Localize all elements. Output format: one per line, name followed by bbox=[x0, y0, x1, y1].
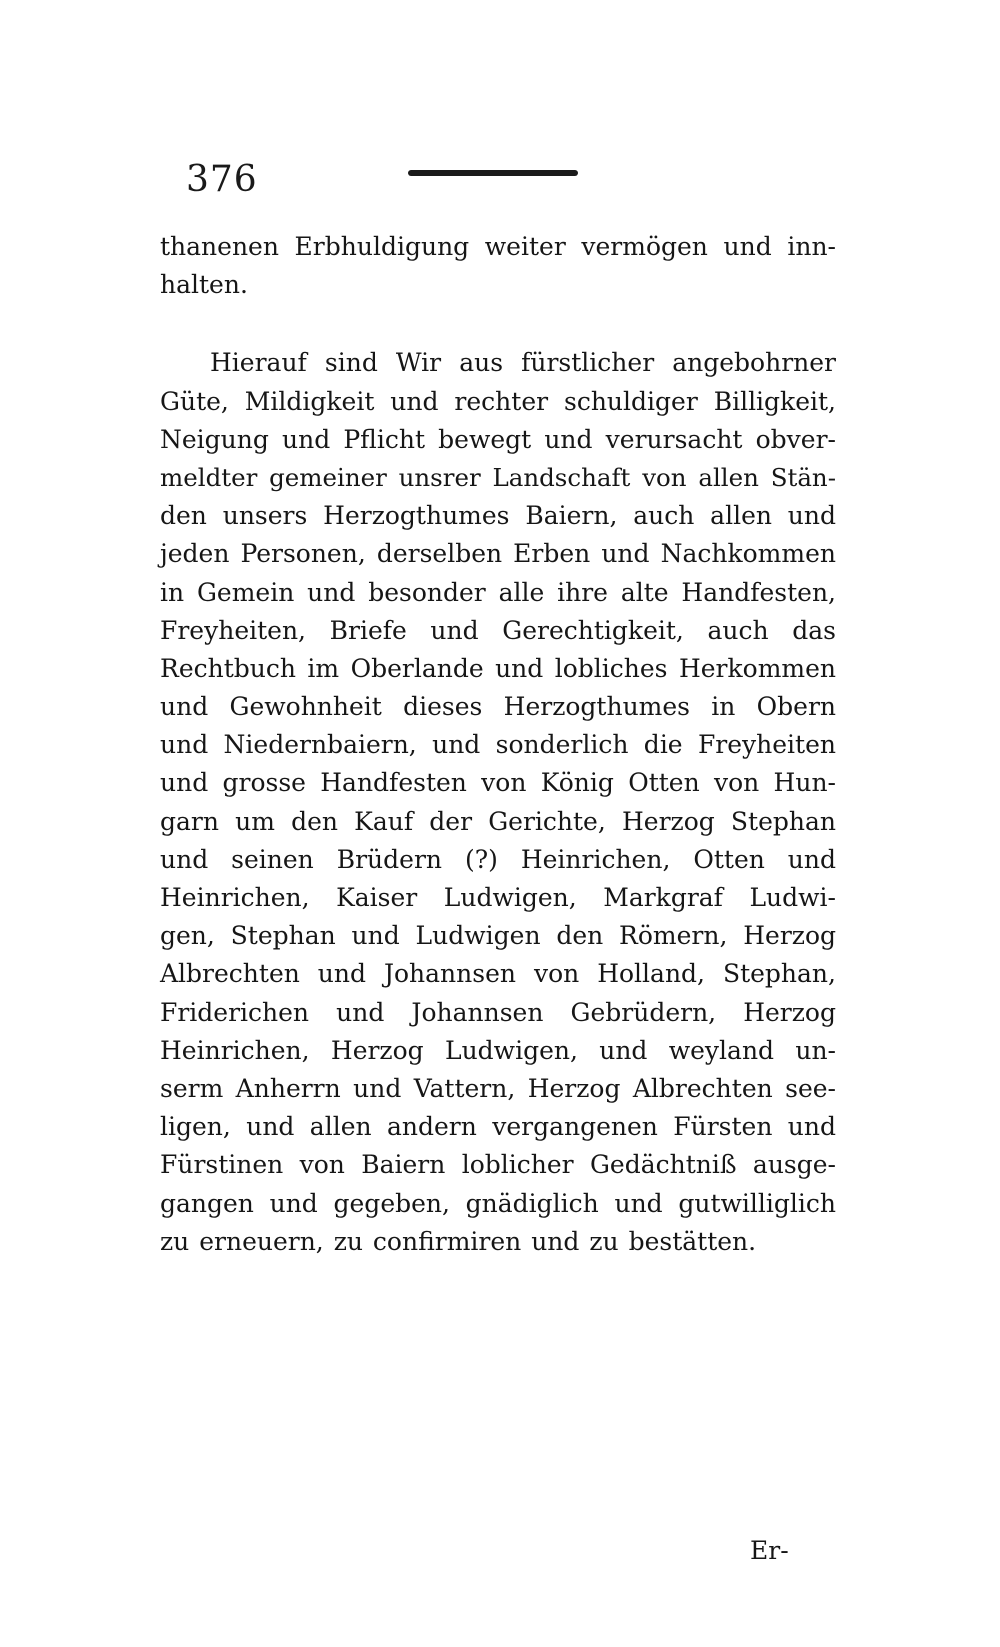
text-line: gangen und gegeben, gnädiglich und gutwilliglich bbox=[160, 1188, 836, 1218]
text-line: gen, Stephan und Ludwigen den Römern, Herzog bbox=[160, 921, 836, 951]
paragraph-1 bbox=[160, 228, 836, 304]
text-line: Güte, Mildigkeit und rechter schuldiger Billigkeit, bbox=[160, 386, 836, 416]
paragraph-2 bbox=[160, 344, 836, 1261]
text-line: Fürstinen von Baiern loblicher Gedächtniß ausge- bbox=[160, 1150, 836, 1180]
catchword: Er- bbox=[750, 1536, 789, 1565]
text-line: in Gemein und besonder alle ihre alte Handfesten, bbox=[160, 577, 836, 607]
text-line: garn um den Kauf der Gerichte, Herzog Stephan bbox=[160, 806, 836, 836]
text-line: halten. bbox=[160, 270, 248, 300]
text-line: meldter gemeiner unsrer Landschaft von allen Stän- bbox=[160, 462, 836, 492]
text-line: Albrechten und Johannsen von Holland, Stephan, bbox=[160, 959, 836, 989]
text-line: Hierauf sind Wir aus fürstlicher angebohrner bbox=[210, 348, 836, 378]
text-line: Neigung und Pflicht bewegt und verursacht obver- bbox=[160, 424, 836, 454]
text-line: Heinrichen, Herzog Ludwigen, und weyland un- bbox=[160, 1035, 836, 1065]
text-line: und Gewohnheit dieses Herzogthumes in Obern bbox=[160, 692, 836, 722]
text-line: serm Anherrn und Vattern, Herzog Albrechten see- bbox=[160, 1073, 836, 1103]
header-rule bbox=[408, 170, 578, 176]
page-header bbox=[186, 160, 826, 210]
body-text bbox=[160, 228, 836, 1261]
text-line: Heinrichen, Kaiser Ludwigen, Markgraf Ludwi- bbox=[160, 883, 836, 912]
paragraph-gap bbox=[160, 304, 836, 344]
text-line: jeden Personen, derselben Erben und Nachkommen bbox=[160, 539, 836, 569]
text-line: Friderichen und Johannsen Gebrüdern, Herzog bbox=[160, 997, 836, 1027]
text-line: Rechtbuch im Oberlande und lobliches Herkommen bbox=[160, 653, 836, 683]
text-line: thanenen Erbhuldigung weiter vermögen und inn- bbox=[160, 232, 836, 261]
text-line: und Niedernbaiern, und sonderlich die Freyheiten bbox=[160, 730, 836, 760]
text-line: Freyheiten, Briefe und Gerechtigkeit, auch das bbox=[160, 615, 836, 645]
text-line: ligen, und allen andern vergangenen Fürsten und bbox=[160, 1112, 836, 1142]
text-line: den unsers Herzogthumes Baiern, auch allen und bbox=[160, 501, 836, 531]
text-line: und grosse Handfesten von König Otten von Hun- bbox=[160, 768, 836, 798]
page-number: 376 bbox=[186, 159, 258, 200]
text-line: zu erneuern, zu confirmiren und zu bestätten. bbox=[160, 1226, 757, 1256]
text-line: und seinen Brüdern (?) Heinrichen, Otten und bbox=[160, 844, 836, 874]
